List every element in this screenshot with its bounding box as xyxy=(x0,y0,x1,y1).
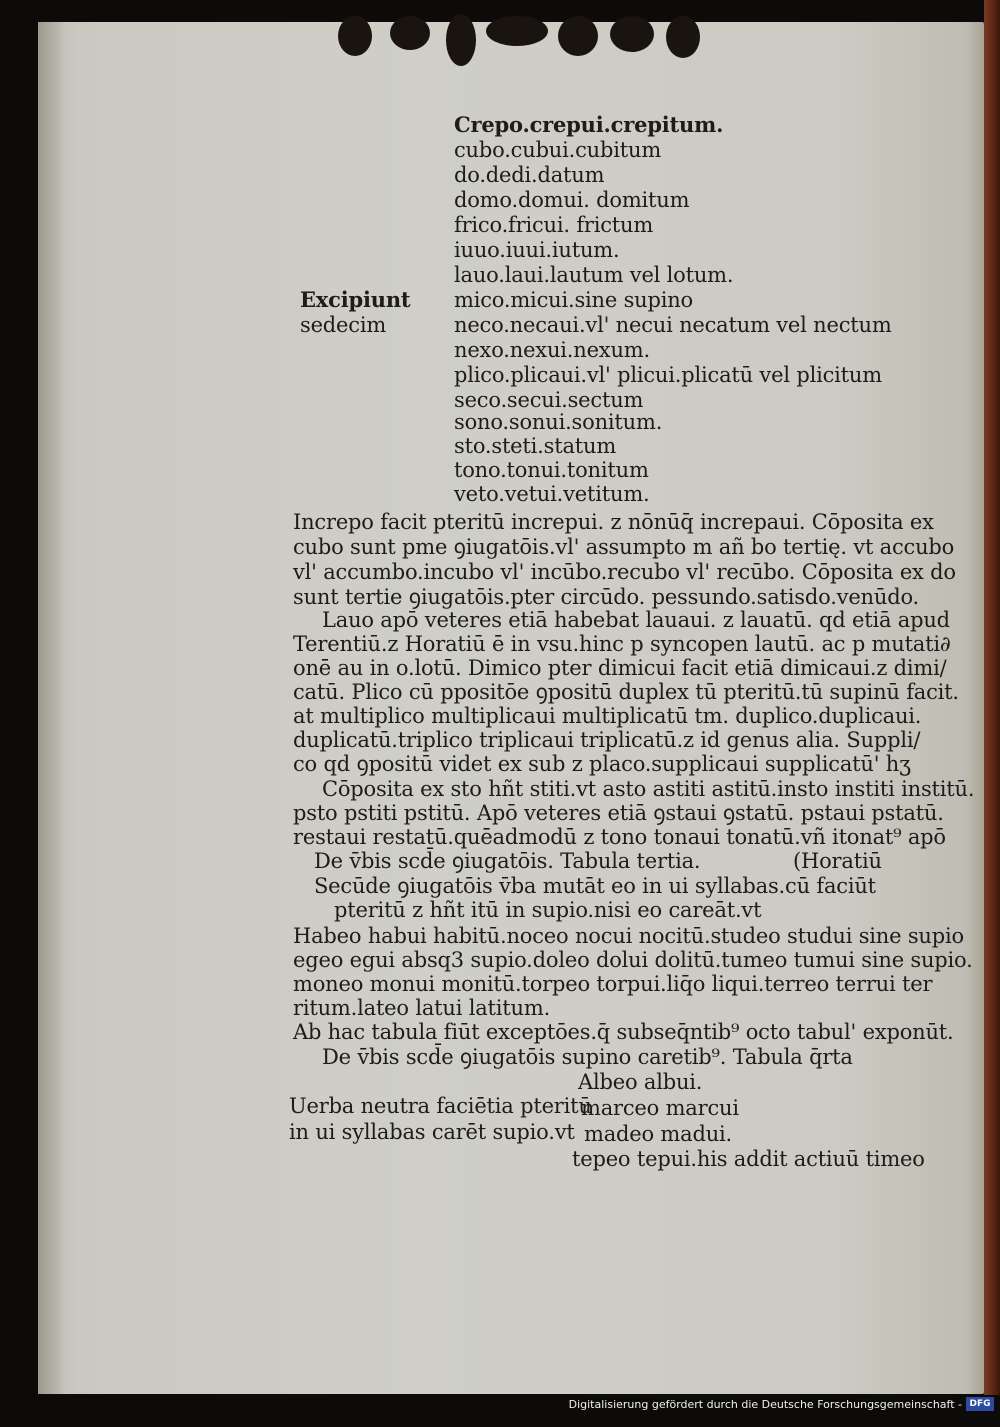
table-right-item: madeo madui. xyxy=(584,1122,733,1146)
text-line: duplicatū.triplico triplicaui triplicatū.z id genus alia. Suppli/ xyxy=(293,728,921,752)
ink-stain xyxy=(666,16,700,58)
digitization-credit: Digitalisierung gefördert durch die Deutsche Forschungsgemeinschaft - xyxy=(568,1398,962,1411)
section-heading: De v̄bis scd̄e ꝯiugatōis supino caretib⁹. Tabula q̄rta xyxy=(322,1045,853,1069)
verb-list-item: Crepo.crepui.crepitum. xyxy=(454,112,724,137)
text-line: egeo egui absq3 supio.doleo dolui dolitū.tumeo tumui sine supio. xyxy=(293,948,973,972)
verb-list-item: cubo.cubui.cubitum xyxy=(454,138,662,162)
text-line: sunt tertie ꝯiugatōis.pter circūdo. pessundo.satisdo.venūdo. xyxy=(293,585,919,609)
text-line: onē au in o.lotū. Dimico pter dimicui facit etiā dimicaui.z dimi/ xyxy=(293,656,947,680)
table-left-item: in ui syllabas carēt supio.vt xyxy=(289,1120,575,1144)
text-line: psto pstiti pstitū. Apō veteres etiā ꝯstaui ꝯstatū. pstaui pstatū. xyxy=(293,801,944,825)
verb-list-item: sono.sonui.sonitum. xyxy=(454,410,663,434)
ink-stain xyxy=(558,16,598,56)
text-line: Increpo facit pteritū increpui. z nōnūq̄ increpaui. Cōposita ex xyxy=(293,510,934,534)
verb-list-item: mico.micui.sine supino xyxy=(454,288,693,312)
verb-list-item: do.dedi.datum xyxy=(454,163,605,187)
heading-aside: (Horatiū xyxy=(793,849,882,873)
table-left-item: Uerba neutra faciētia pteritū xyxy=(289,1094,592,1118)
side-note: Excipiunt xyxy=(300,287,411,312)
side-note: sedecim xyxy=(300,313,387,337)
verb-list-item: sto.steti.statum xyxy=(454,434,617,458)
verb-list-item: plico.plicaui.vl' plicui.plicatū vel plicitum xyxy=(454,363,882,387)
table-right-item: marceo marcui xyxy=(581,1096,739,1120)
table-right-item: Albeo albui. xyxy=(578,1070,703,1094)
text-line: Terentiū.z Horatiū ē in vsu.hinc p syncopen lautū. ac p mutati∂ xyxy=(293,632,951,656)
verb-list-item: seco.secui.sectum xyxy=(454,388,644,412)
verb-list-item: veto.vetui.vetitum. xyxy=(454,482,650,506)
verb-list-item: neco.necaui.vl' necui necatum vel nectum xyxy=(454,313,892,337)
text-line: co qd ꝯpositū videt ex sub z placo.supplicaui supplicatū' hʒ xyxy=(293,752,911,776)
table-right-item: tepeo tepui.his addit actiuū timeo xyxy=(572,1147,925,1171)
section-heading: De v̄bis scd̄e ꝯiugatōis. Tabula tertia. xyxy=(314,849,701,873)
text-line: Ab hac tabula fiūt exceptōes.q̄ subseq̄ntib⁹ octo tabul' exponūt. xyxy=(293,1020,954,1044)
text-line: Cōposita ex sto hñt stiti.vt asto astiti astitū.insto institi institū. xyxy=(322,777,975,801)
ink-stain xyxy=(610,16,654,52)
ink-stain xyxy=(446,14,476,66)
text-line: cubo sunt pme ꝯiugatōis.vl' assumpto m añ bo tertię. vt accubo xyxy=(293,535,955,559)
text-line: Secūde ꝯiugatōis v̄ba mutāt eo in ui syllabas.cū faciūt xyxy=(314,874,876,898)
ink-stain xyxy=(486,16,548,46)
verb-list-item: lauo.laui.lautum vel lotum. xyxy=(454,263,734,287)
verb-list-item: nexo.nexui.nexum. xyxy=(454,338,650,362)
text-line: Habeo habui habitū.noceo nocui nocitū.studeo studui sine supio xyxy=(293,924,964,948)
text-line: pteritū z hñt itū in supio.nisi eo careāt.vt xyxy=(334,898,762,922)
text-line: ritum.lateo latui latitum. xyxy=(293,996,551,1020)
verb-list-item: tono.tonui.tonitum xyxy=(454,458,649,482)
ink-stain xyxy=(338,16,372,56)
text-line: vl' accumbo.incubo vl' incūbo.recubo vl' recūbo. Cōposita ex do xyxy=(293,560,956,584)
verb-list-item: iuuo.iuui.iutum. xyxy=(454,238,620,262)
verb-list-item: frico.fricui. frictum xyxy=(454,213,654,237)
book-spine xyxy=(984,0,1000,1395)
text-line: restaui restatū.quēadmodū z tono tonaui tonatū.vñ itonat⁹ apō xyxy=(293,825,946,849)
ink-stain xyxy=(390,16,430,50)
verb-list-item: domo.domui. domitum xyxy=(454,188,690,212)
text-line: catū. Plico cū ppositōe ꝯpositū duplex tū pteritū.tū supinū facit. xyxy=(293,680,959,704)
dfg-logo-icon: DFG xyxy=(966,1397,994,1411)
text-line: at multiplico multiplicaui multiplicatū tm. duplico.duplicaui. xyxy=(293,704,922,728)
text-line: moneo monui monitū.torpeo torpui.liq̄o liqui.terreo terrui ter xyxy=(293,972,933,996)
text-line: Lauo apō veteres etiā habebat lauaui. z lauatū. qd etiā apud xyxy=(322,608,950,632)
